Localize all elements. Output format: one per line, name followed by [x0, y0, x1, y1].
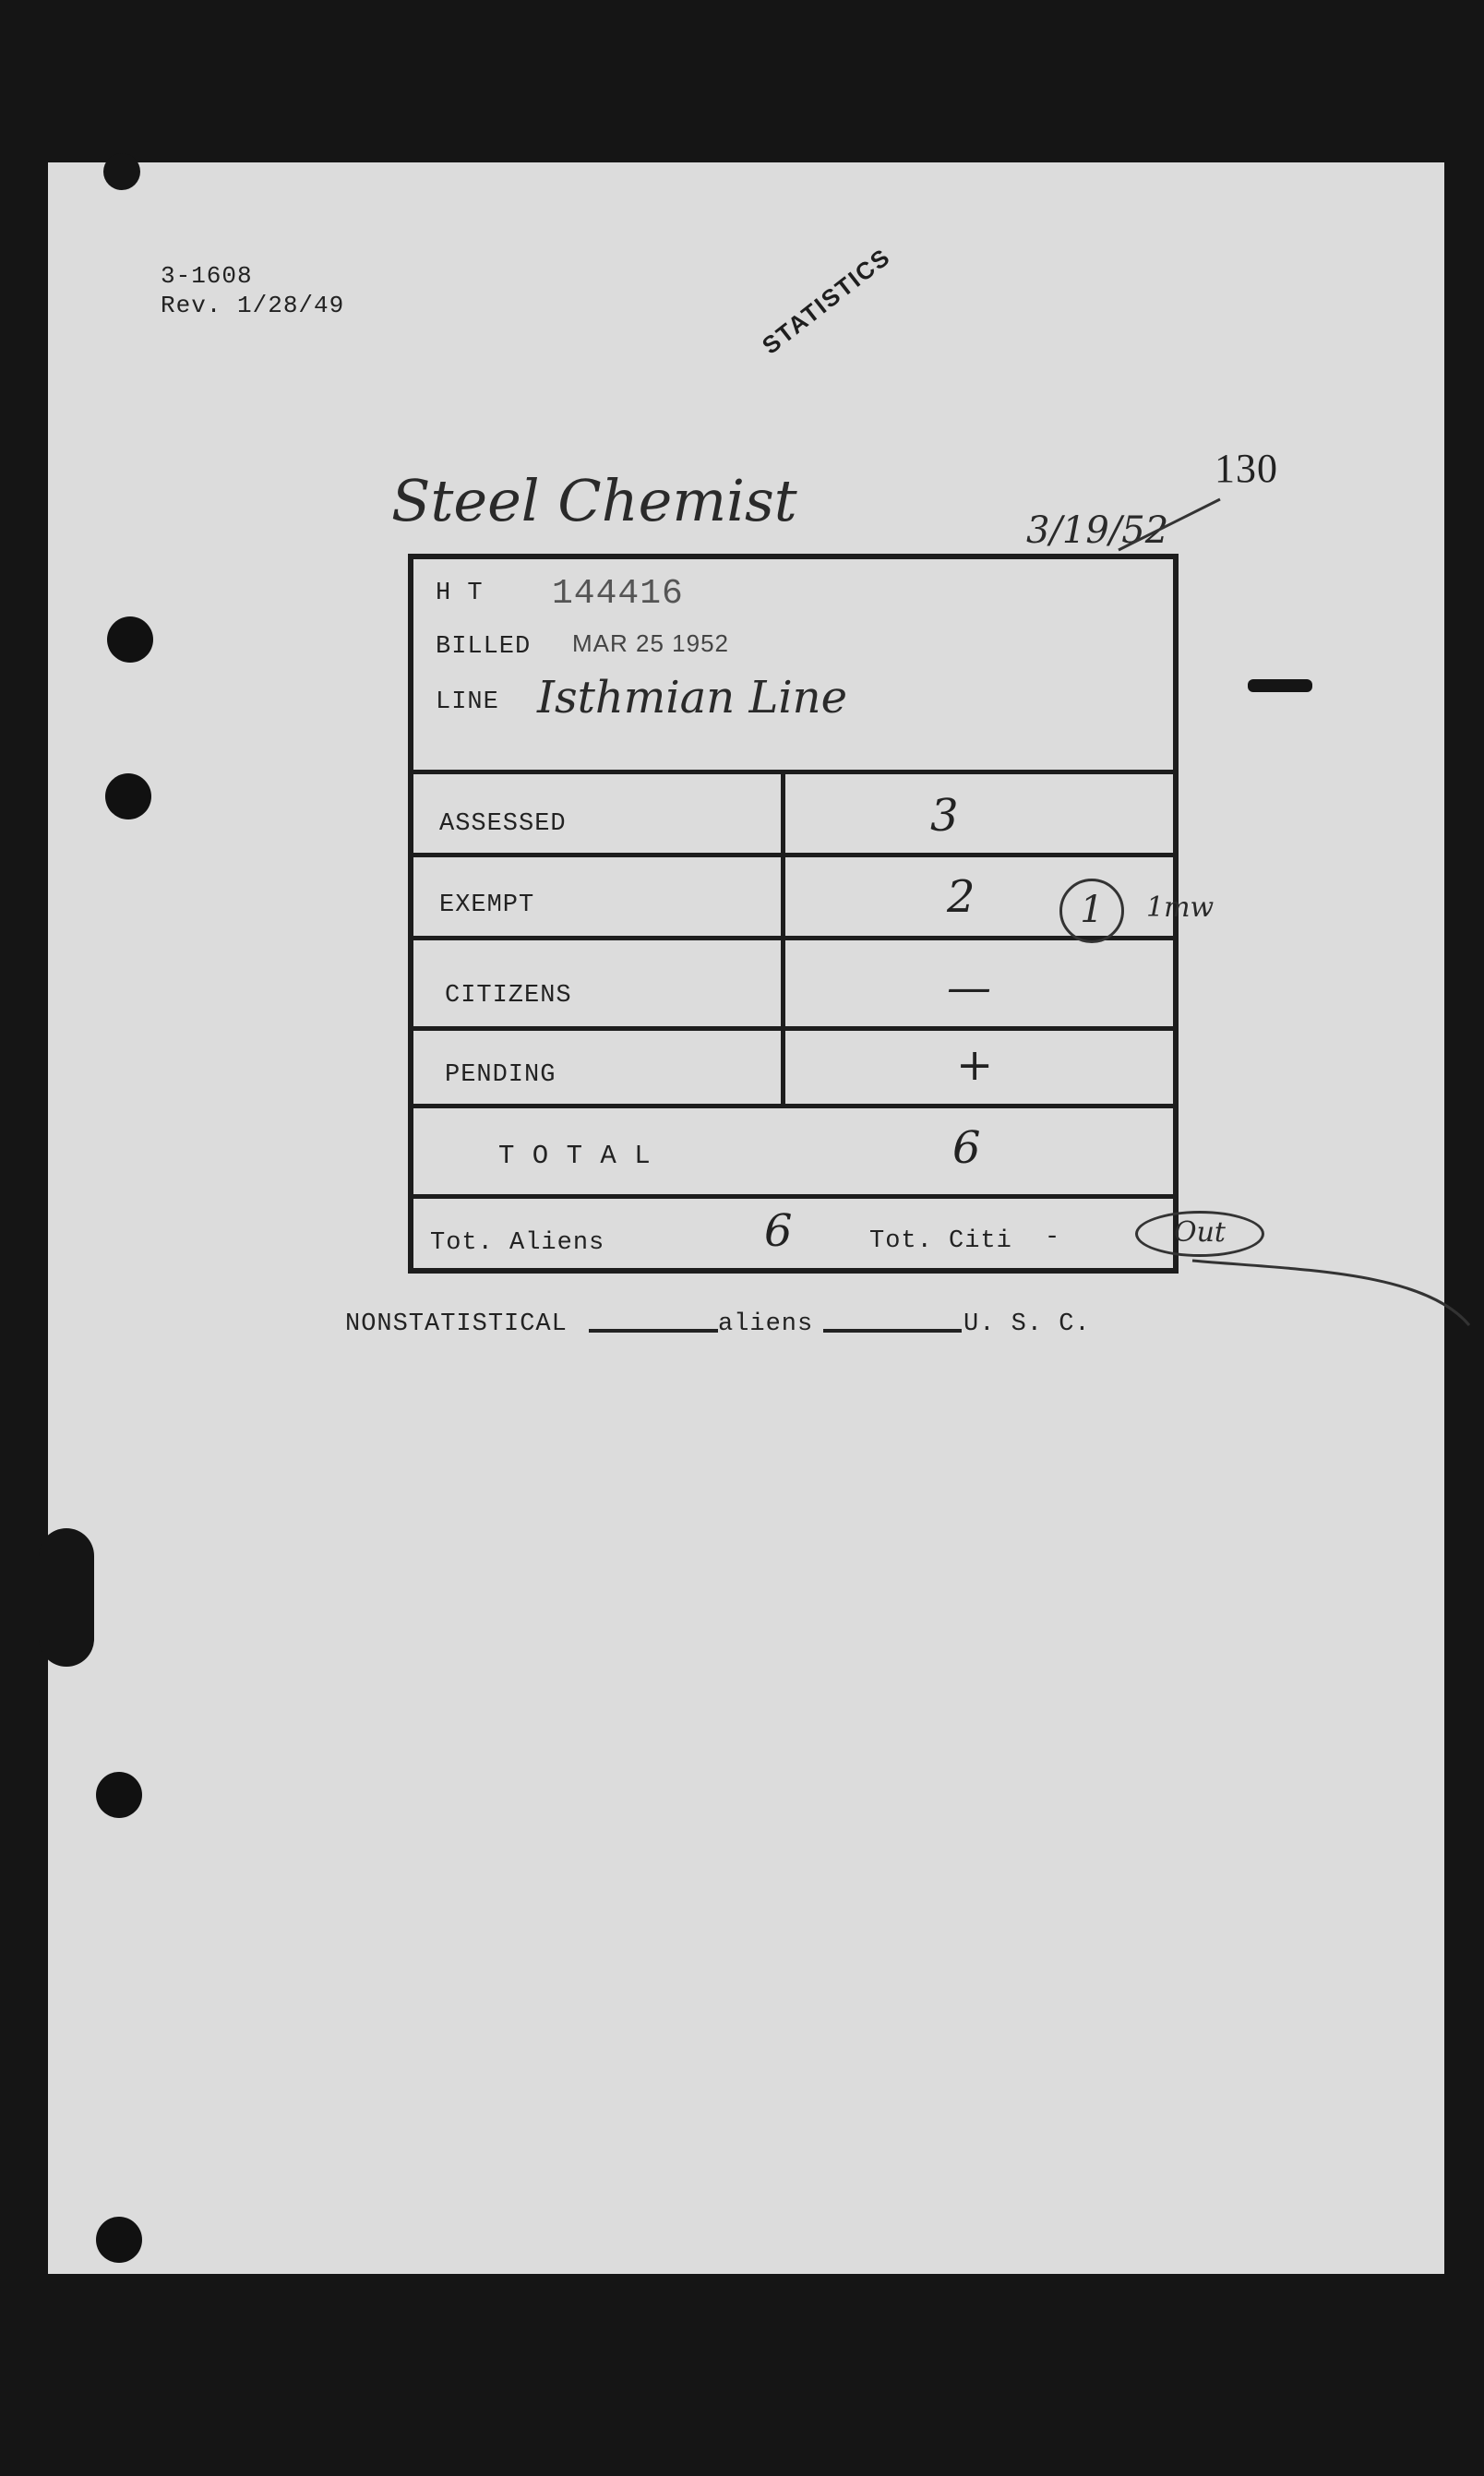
- divider: [413, 1104, 1173, 1108]
- line-label: LINE: [436, 688, 499, 716]
- line-value: Isthmian Line: [537, 672, 847, 724]
- ink-mark: [1248, 679, 1312, 692]
- torn-edge: [39, 1528, 94, 1667]
- pending-label: PENDING: [445, 1061, 556, 1089]
- punch-hole: [105, 773, 151, 819]
- form-revision: Rev. 1/28/49: [161, 292, 345, 319]
- assessed-value: 3: [930, 790, 959, 842]
- exempt-label: EXEMPT: [439, 891, 535, 919]
- nonstat-blank-line: [823, 1329, 962, 1333]
- billed-date-stamp: MAR 25 1952: [572, 629, 729, 657]
- citizens-label: CITIZENS: [445, 982, 572, 1010]
- divider: [413, 853, 1173, 857]
- exempt-margin-note: 1mw: [1146, 891, 1215, 924]
- nonstat-aliens-label: aliens: [718, 1310, 814, 1338]
- total-aliens-label: Tot. Aliens: [430, 1229, 605, 1257]
- pending-value: +: [956, 1039, 994, 1091]
- divider: [413, 1194, 1173, 1199]
- ht-label: H T: [436, 580, 484, 607]
- nonstatistical-label: NONSTATISTICAL: [345, 1310, 568, 1338]
- punch-hole: [96, 2217, 142, 2263]
- divider: [413, 936, 1173, 940]
- handwritten-title: Steel Chemist: [391, 467, 797, 534]
- billed-label: BILLED: [436, 633, 532, 661]
- punch-hole: [107, 616, 153, 663]
- page-number: 130: [1215, 446, 1278, 491]
- total-citizens-label: Tot. Citi: [869, 1227, 1012, 1255]
- document-page: [48, 162, 1444, 2274]
- total-aliens-value: 6: [764, 1205, 793, 1257]
- exempt-circled-note: [1059, 879, 1124, 943]
- form-number: 3-1608: [161, 262, 253, 290]
- punch-hole: [96, 1772, 142, 1818]
- total-label: T O T A L: [498, 1141, 652, 1171]
- total-value: 6: [952, 1122, 981, 1174]
- statistics-stamp: STATISTICS: [757, 242, 896, 360]
- nonstat-usc-label: U. S. C.: [963, 1310, 1091, 1338]
- divider: [413, 1026, 1173, 1031]
- handwritten-date: 3/19/52: [1026, 509, 1169, 552]
- total-citizens-value: -: [1045, 1224, 1061, 1251]
- exempt-value: 2: [947, 871, 975, 923]
- nonstat-blank-line: [589, 1329, 718, 1333]
- citizens-value: —: [947, 962, 991, 1013]
- ht-value: 144416: [552, 574, 684, 614]
- assessed-label: ASSESSED: [439, 810, 567, 838]
- margin-arrow-line: [1183, 1242, 1484, 1334]
- out-note-text: Out: [1174, 1216, 1226, 1249]
- exempt-circled-value: 1: [1080, 889, 1104, 931]
- torn-corner: [103, 153, 140, 190]
- date-pointer-line: [1109, 495, 1229, 559]
- divider: [413, 770, 1173, 774]
